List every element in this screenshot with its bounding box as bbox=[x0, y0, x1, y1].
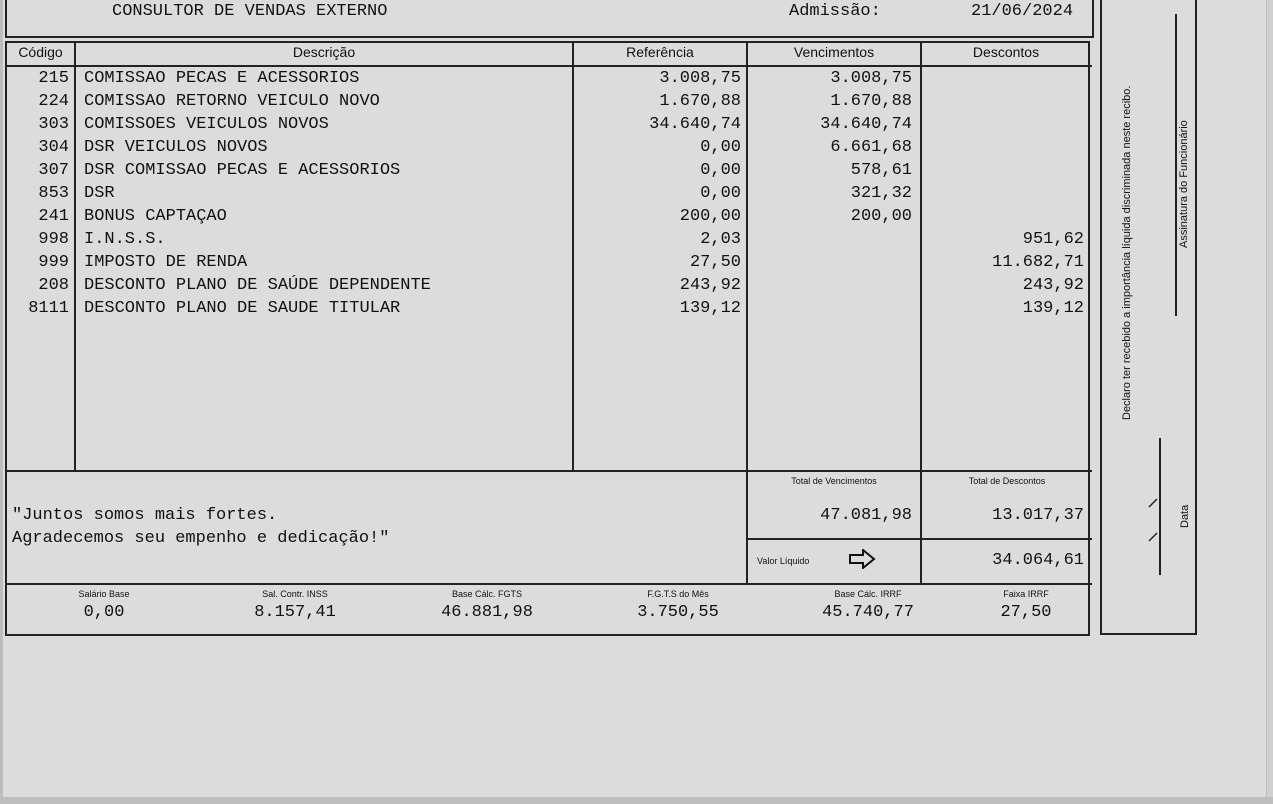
footer-label: Salário Base bbox=[78, 589, 130, 599]
row-descricao: COMISSAO PECAS E ACESSORIOS bbox=[84, 69, 360, 88]
message-line-2: Agradecemos seu empenho e dedicação!" bbox=[12, 529, 390, 548]
footer-label: Base Cálc. FGTS bbox=[451, 589, 523, 599]
page-edge-right bbox=[1266, 0, 1273, 804]
row-codigo: 224 bbox=[38, 92, 69, 111]
row-descricao: DESCONTO PLANO DE SAÚDE DEPENDENTE bbox=[84, 276, 431, 295]
row-codigo: 303 bbox=[38, 115, 69, 134]
total-descontos-label: Total de Descontos bbox=[968, 476, 1046, 486]
header-descontos: Descontos bbox=[972, 44, 1040, 60]
body-divider bbox=[5, 470, 1092, 472]
footer-value: 45.740,77 bbox=[822, 603, 914, 622]
page-edge-left bbox=[0, 0, 3, 804]
date-label: Data bbox=[1179, 504, 1191, 528]
row-descontos: 11.682,71 bbox=[992, 253, 1084, 272]
row-descontos: 951,62 bbox=[1022, 230, 1084, 249]
row-vencimentos: 1.670,88 bbox=[830, 92, 912, 111]
header-referencia: Referência bbox=[626, 44, 694, 60]
footer-value: 46.881,98 bbox=[441, 603, 533, 622]
footer-label: Sal. Contr. INSS bbox=[262, 589, 328, 599]
row-codigo: 307 bbox=[38, 161, 69, 180]
row-codigo: 241 bbox=[38, 207, 69, 226]
row-descricao: DSR bbox=[84, 184, 115, 203]
right-arrow-icon bbox=[848, 549, 876, 569]
row-codigo: 998 bbox=[38, 230, 69, 249]
footer-value: 8.157,41 bbox=[254, 603, 336, 622]
row-codigo: 215 bbox=[38, 69, 69, 88]
admission-label: Admissão: bbox=[789, 2, 881, 21]
date-slashes-icon bbox=[1146, 495, 1160, 545]
signature-line bbox=[1175, 14, 1177, 316]
row-descricao: IMPOSTO DE RENDA bbox=[84, 253, 248, 272]
page-edge-bottom bbox=[0, 797, 1273, 804]
row-referencia: 3.008,75 bbox=[659, 69, 741, 88]
row-descricao: DESCONTO PLANO DE SAUDE TITULAR bbox=[84, 299, 401, 318]
row-referencia: 0,00 bbox=[700, 184, 741, 203]
row-referencia: 0,00 bbox=[700, 161, 741, 180]
row-referencia: 0,00 bbox=[700, 138, 741, 157]
footer-value: 27,50 bbox=[1000, 603, 1052, 622]
valor-liquido-value: 34.064,61 bbox=[992, 551, 1084, 570]
row-codigo: 8111 bbox=[28, 299, 69, 318]
job-title: CONSULTOR DE VENDAS EXTERNO bbox=[112, 2, 388, 21]
header-descricao: Descrição bbox=[292, 44, 356, 60]
header-vencimentos: Vencimentos bbox=[793, 44, 875, 60]
row-referencia: 1.670,88 bbox=[659, 92, 741, 111]
totals-divider bbox=[746, 538, 1092, 540]
total-vencimentos-label: Total de Vencimentos bbox=[791, 476, 877, 486]
row-vencimentos: 200,00 bbox=[850, 207, 912, 226]
row-descricao: COMISSOES VEICULOS NOVOS bbox=[84, 115, 329, 134]
footer-label: F.G.T.S do Mês bbox=[647, 589, 709, 599]
footer-label: Base Cálc. IRRF bbox=[834, 589, 902, 599]
row-descricao: DSR VEICULOS NOVOS bbox=[84, 138, 268, 157]
row-codigo: 999 bbox=[38, 253, 69, 272]
row-referencia: 27,50 bbox=[689, 253, 741, 272]
row-referencia: 139,12 bbox=[679, 299, 741, 318]
row-referencia: 243,92 bbox=[679, 276, 741, 295]
row-descricao: DSR COMISSAO PECAS E ACESSORIOS bbox=[84, 161, 401, 180]
row-vencimentos: 6.661,68 bbox=[830, 138, 912, 157]
row-codigo: 208 bbox=[38, 276, 69, 295]
row-referencia: 2,03 bbox=[700, 230, 741, 249]
signature-label: Assinatura do Funcionário bbox=[1178, 120, 1190, 248]
row-vencimentos: 578,61 bbox=[850, 161, 912, 180]
footer-value: 0,00 bbox=[83, 603, 125, 622]
valor-liquido-label: Valor Líquido bbox=[757, 556, 810, 566]
header-box bbox=[5, 0, 1094, 38]
message-line-1: "Juntos somos mais fortes. bbox=[12, 506, 278, 525]
row-codigo: 853 bbox=[38, 184, 69, 203]
footer-divider bbox=[5, 583, 1092, 585]
row-descontos: 139,12 bbox=[1022, 299, 1084, 318]
row-descricao: I.N.S.S. bbox=[84, 230, 166, 249]
row-vencimentos: 34.640,74 bbox=[820, 115, 912, 134]
row-vencimentos: 321,32 bbox=[850, 184, 912, 203]
row-referencia: 200,00 bbox=[679, 207, 741, 226]
total-vencimentos-value: 47.081,98 bbox=[820, 506, 912, 525]
row-descricao: COMISSAO RETORNO VEICULO NOVO bbox=[84, 92, 380, 111]
footer-label: Faixa IRRF bbox=[1003, 589, 1049, 599]
row-referencia: 34.640,74 bbox=[649, 115, 741, 134]
row-vencimentos: 3.008,75 bbox=[830, 69, 912, 88]
total-descontos-value: 13.017,37 bbox=[992, 506, 1084, 525]
row-descontos: 243,92 bbox=[1022, 276, 1084, 295]
row-descricao: BONUS CAPTAÇAO bbox=[84, 207, 227, 226]
row-codigo: 304 bbox=[38, 138, 69, 157]
header-codigo: Código bbox=[18, 44, 63, 60]
admission-date: 21/06/2024 bbox=[971, 2, 1074, 21]
col-divider-1 bbox=[74, 41, 76, 471]
declaration-text: Declaro ter recebido a importância líquida discriminada neste recibo. bbox=[1121, 85, 1133, 420]
footer-value: 3.750,55 bbox=[637, 603, 719, 622]
